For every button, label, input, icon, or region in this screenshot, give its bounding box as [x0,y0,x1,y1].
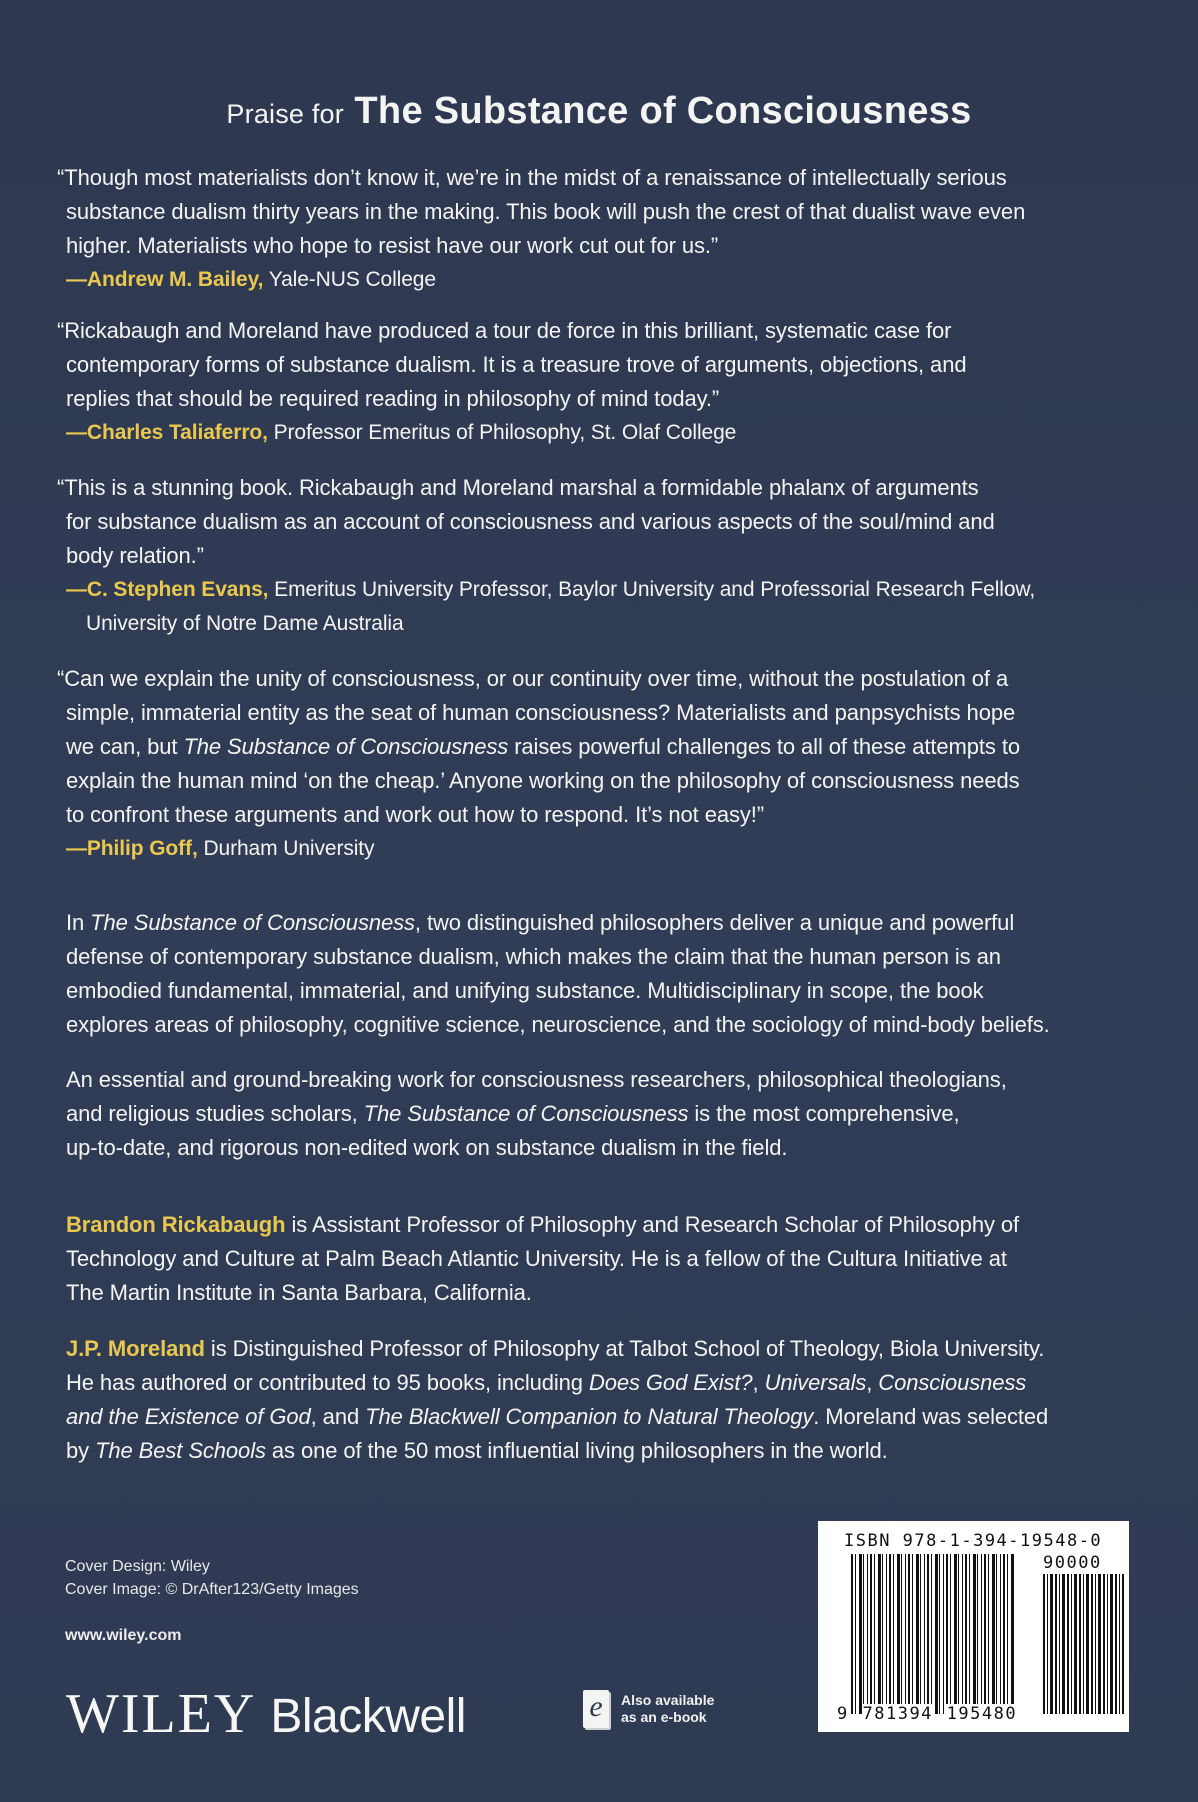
quote-affiliation: Yale-NUS College [268,268,436,291]
isbn-barcode [818,1521,1129,1732]
quote-affiliation: Professor Emeritus of Philosophy, St. Olaf College [273,421,737,444]
isbn-label: ISBN 978-1-394-19548-0 [844,1531,1103,1551]
quote-line: “Can we explain the unity of consciousness, or our continuity over time, without the postulation of a [57,666,1009,691]
text: , [866,1370,879,1395]
book-title-italic: Does God Exist? [588,1370,753,1395]
ean-group-2: 195480 [946,1704,1018,1724]
text: is the most comprehensive, [688,1101,960,1126]
book-title-italic: The Blackwell Companion to Natural Theology [365,1404,814,1429]
text: is Assistant Professor of Philosophy and Research Scholar of Philosophy of [285,1212,1020,1237]
book-title-italic: The Substance of Consciousness [183,734,509,759]
quote-line: simple, immaterial entity as the seat of human consciousness? Materialists and panpsychists hope [66,700,1016,725]
quote-attribution [57,832,1147,866]
quote-author: —Charles Taliaferro, [66,421,268,444]
bio-line [66,1208,1156,1242]
bio-line [66,1366,1156,1400]
text: as one of the 50 most influential living philosophers in the world. [265,1438,888,1463]
description-line: An essential and ground-breaking work for consciousness researchers, philosophical theologians, [66,1067,1007,1092]
description-line [66,1097,1156,1131]
description-line: explores areas of philosophy, cognitive science, neuroscience, and the sociology of mind-body beliefs. [66,1012,1050,1037]
publisher-url[interactable]: www.wiley.com [65,1627,182,1644]
publication-italic: The Best Schools [95,1438,266,1463]
quote-attribution [57,263,1147,297]
cover-credits [65,1555,359,1601]
praise-heading [0,90,1198,133]
quote-author: —C. Stephen Evans, [66,578,269,601]
quote-line: explain the human mind ‘on the cheap.’ Anyone working on the philosophy of consciousness needs [66,768,1020,793]
quote-line: contemporary forms of substance dualism. It is a treasure trove of arguments, objections, and [66,352,967,377]
text: by [66,1438,96,1463]
quote-goff [57,662,1147,866]
description-line: embodied fundamental, immaterial, and unifying substance. Multidisciplinary in scope, the book [66,978,984,1003]
bio-line: Technology and Culture at Palm Beach Atlantic University. He is a fellow of the Cultura Initiative at [66,1246,1007,1271]
quote-author: —Philip Goff, [66,837,198,860]
author-bio-rickabaugh [66,1208,1156,1310]
quote-line: replies that should be required reading in philosophy of mind today.” [66,386,720,411]
author-name: J.P. Moreland [66,1336,205,1361]
description-paragraph-2 [66,1063,1156,1165]
book-title: The Substance of Consciousness [354,90,972,132]
quote-taliaferro [57,314,1147,450]
quote-line: body relation.” [66,543,204,568]
book-title-italic: and the Existence of God [66,1404,311,1429]
quote-attribution [57,416,1147,450]
quote-text: raises powerful challenges to all of these attempts to [508,734,1020,759]
text: and religious studies scholars, [66,1101,364,1126]
quote-author: —Andrew M. Bailey, [66,268,264,291]
barcode-bars-icon [851,1554,1015,1714]
price-addon-label: 90000 [1043,1553,1102,1573]
publisher-logo [66,1682,466,1746]
text: , and [310,1404,366,1429]
ebook-line-1: Also available [621,1692,715,1708]
ean-first-digit: 9 [837,1704,849,1724]
book-title-italic: The Substance of Consciousness [363,1101,689,1126]
praise-prefix: Praise for [226,99,344,129]
text: , [752,1370,765,1395]
bio-line [66,1332,1156,1366]
description-paragraph-1 [66,906,1156,1042]
ebook-text [621,1692,714,1726]
quote-line: “Rickabaugh and Moreland have produced a tour de force in this brilliant, systematic case for [57,318,952,343]
book-title-italic: Consciousness [878,1370,1027,1395]
bio-line [66,1400,1156,1434]
description-line: defense of contemporary substance dualism, which makes the claim that the human person is an [66,944,1001,969]
blackwell-imprint: Blackwell [270,1690,466,1743]
quote-attribution [57,573,1147,607]
quote-line: substance dualism thirty years in the making. This book will push the crest of that dualist wave even [66,199,1026,224]
quote-line: “Though most materialists don’t know it, we’re in the midst of a renaissance of intellectually serious [57,165,1007,190]
quote-line: for substance dualism as an account of consciousness and various aspects of the soul/mind and [66,509,995,534]
text: . Moreland was selected [813,1404,1049,1429]
e-glyph: e [589,1690,603,1723]
text: , two distinguished philosophers deliver a unique and powerful [414,910,1015,935]
bio-line [66,1434,1156,1468]
author-name: Brandon Rickabaugh [66,1212,286,1237]
ebook-line-2: as an e-book [621,1709,707,1725]
quote-affiliation: Durham University [203,837,375,860]
author-bio-moreland [66,1332,1156,1468]
description-line: up-to-date, and rigorous non-edited work on substance dualism in the field. [66,1135,788,1160]
cover-design-credit: Cover Design: Wiley [65,1558,210,1575]
ean-group-1: 781394 [862,1704,933,1724]
quote-affiliation: Emeritus University Professor, Baylor University and Professorial Research Fellow, [274,578,1036,601]
quote-bailey [57,161,1147,297]
quote-line: to confront these arguments and work out how to respond. It’s not easy!” [66,802,765,827]
text: is Distinguished Professor of Philosophy at Talbot School of Theology, Biola University. [204,1336,1045,1361]
quote-line: “This is a stunning book. Rickabaugh and Moreland marshal a formidable phalanx of arguments [57,475,979,500]
text: In [66,910,91,935]
quote-line: higher. Materialists who hope to resist have our work cut out for us.” [66,233,719,258]
description-line [66,906,1156,940]
addon-barcode-bars-icon [1043,1574,1124,1714]
ebook-badge [583,1690,714,1728]
quote-affiliation-cont: University of Notre Dame Australia [86,612,404,635]
cover-image-credit: Cover Image: © DrAfter123/Getty Images [65,1581,359,1598]
ean-digits [836,1704,1018,1724]
bio-line: The Martin Institute in Santa Barbara, California. [66,1280,532,1305]
quote-line [57,730,1147,764]
quote-text: we can, but [66,734,184,759]
book-title-italic: Universals [764,1370,867,1395]
e-book-icon [583,1690,609,1728]
text: He has authored or contributed to 95 books, including [66,1370,589,1395]
book-title-italic: The Substance of Consciousness [90,910,415,935]
wiley-wordmark: WILEY [66,1683,257,1745]
quote-evans [57,471,1147,641]
